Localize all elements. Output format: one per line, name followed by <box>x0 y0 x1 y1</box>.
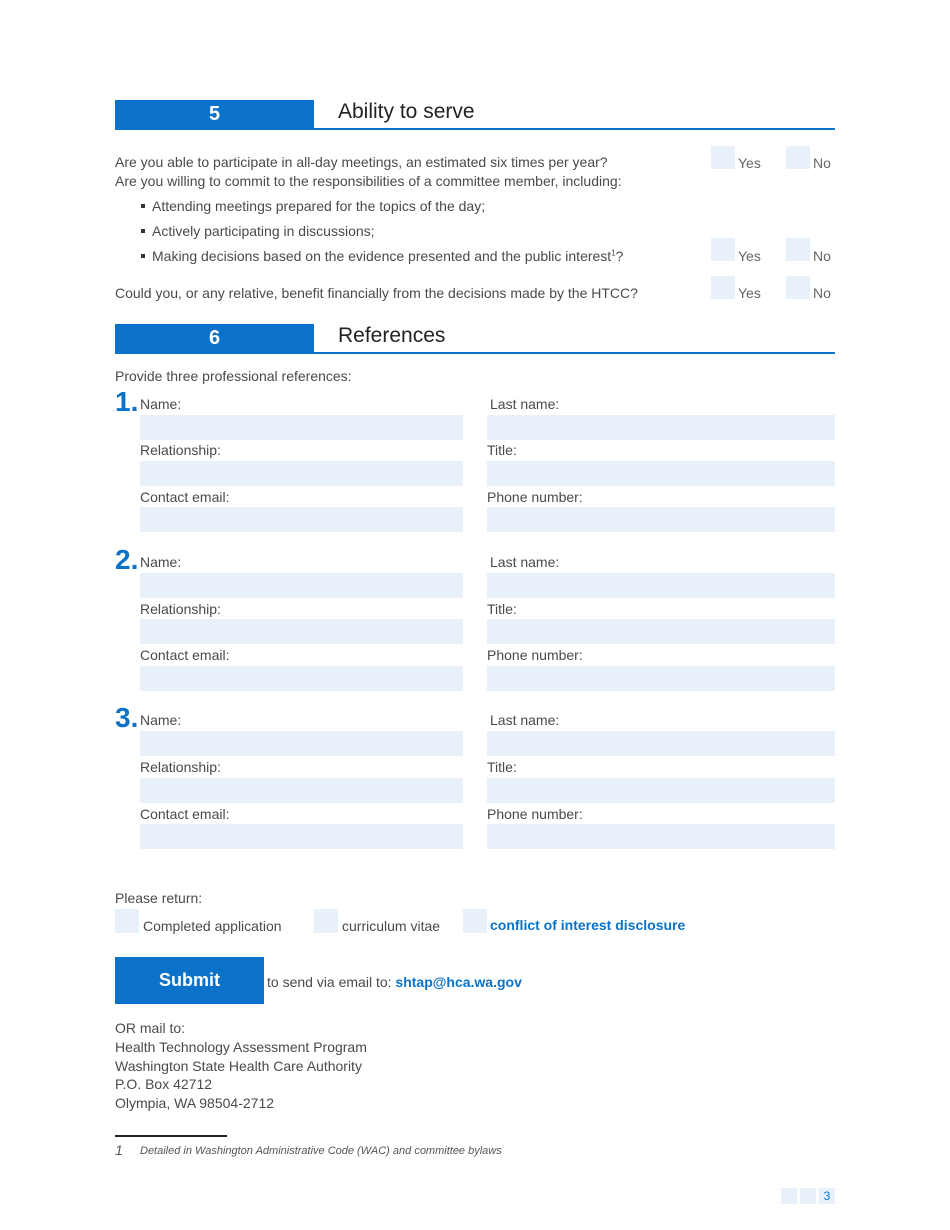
yes-label: Yes <box>738 285 761 301</box>
footnote-number: 1 <box>115 1142 123 1158</box>
ref3-phone-field[interactable] <box>487 824 835 849</box>
section-6-title: References <box>338 324 446 347</box>
curriculum-vitae-label: curriculum vitae <box>342 918 441 934</box>
reference-2-number: 2. <box>115 544 139 575</box>
q3-no-checkbox[interactable] <box>786 276 810 299</box>
question-financial-benefit: Could you, or any relative, benefit financially from the decisions made by the HTCC? <box>115 285 638 301</box>
section-5-title: Ability to serve <box>338 100 475 123</box>
mail-address-line: Olympia, WA 98504-2712 <box>115 1095 275 1111</box>
ref2-relationship-field[interactable] <box>140 619 463 644</box>
reference-1-number: 1. <box>115 386 139 417</box>
q3-yes-checkbox[interactable] <box>711 276 735 299</box>
page-number: 3 <box>819 1188 835 1204</box>
phone-label: Phone number: <box>487 489 583 505</box>
yes-label: Yes <box>738 248 761 264</box>
ref1-phone-field[interactable] <box>487 507 835 532</box>
completed-application-checkbox[interactable] <box>115 909 139 933</box>
q1-no-checkbox[interactable] <box>786 146 810 169</box>
submit-button[interactable]: Submit <box>115 957 264 1004</box>
name-label: Name: <box>140 396 182 412</box>
section-6-number: 6 <box>115 324 314 353</box>
bullet-item: Actively participating in discussions; <box>152 223 375 239</box>
mail-address-line: Health Technology Assessment Program <box>115 1039 367 1055</box>
page-decoration <box>781 1188 797 1204</box>
contact-email-label: Contact email: <box>140 647 230 663</box>
ref3-email-field[interactable] <box>140 824 463 849</box>
phone-label: Phone number: <box>487 806 583 822</box>
question-all-day-meetings: Are you able to participate in all-day meetings, an estimated six times per year? <box>115 154 608 170</box>
ref1-name-field[interactable] <box>140 415 463 440</box>
q2-yes-checkbox[interactable] <box>711 238 735 261</box>
question-commit-responsibilities: Are you willing to commit to the responsibilities of a committee member, including: <box>115 173 622 189</box>
title-label: Title: <box>487 759 517 775</box>
relationship-label: Relationship: <box>140 601 221 617</box>
bullet-item: Attending meetings prepared for the topics of the day; <box>152 198 486 214</box>
ref1-title-field[interactable] <box>487 461 835 486</box>
contact-email-label: Contact email: <box>140 489 230 505</box>
contact-email-label: Contact email: <box>140 806 230 822</box>
last-name-label: Last name: <box>490 554 560 570</box>
footnote-text: Detailed in Washington Administrative Code (WAC) and committee bylaws <box>140 1145 502 1157</box>
no-label: No <box>813 155 831 171</box>
relationship-label: Relationship: <box>140 759 221 775</box>
q2-no-checkbox[interactable] <box>786 238 810 261</box>
submit-email-line <box>267 974 522 990</box>
section-5-divider <box>115 128 835 130</box>
bullet-marker <box>141 204 145 208</box>
page-decoration <box>800 1188 816 1204</box>
conflict-of-interest-checkbox[interactable] <box>463 909 487 933</box>
title-label: Title: <box>487 442 517 458</box>
ref2-phone-field[interactable] <box>487 666 835 691</box>
please-return-label: Please return: <box>115 890 203 906</box>
bullet-item-text: Making decisions based on the evidence presented and the public interest <box>152 248 612 264</box>
mail-address-line: P.O. Box 42712 <box>115 1076 213 1092</box>
ref1-last-name-field[interactable] <box>487 415 835 440</box>
section-5-number: 5 <box>115 100 314 129</box>
bullet-item-end: ? <box>615 248 624 264</box>
name-label: Name: <box>140 712 182 728</box>
phone-label: Phone number: <box>487 647 583 663</box>
last-name-label: Last name: <box>490 712 560 728</box>
ref3-title-field[interactable] <box>487 778 835 803</box>
reference-3-number: 3. <box>115 702 139 733</box>
ref2-last-name-field[interactable] <box>487 573 835 598</box>
title-label: Title: <box>487 601 517 617</box>
name-label: Name: <box>140 554 182 570</box>
relationship-label: Relationship: <box>140 442 221 458</box>
footnote-ref: 1 <box>611 248 616 258</box>
bullet-marker <box>141 254 145 258</box>
bullet-marker <box>141 229 145 233</box>
no-label: No <box>813 248 831 264</box>
ref3-name-field[interactable] <box>140 731 463 756</box>
yes-label: Yes <box>738 155 761 171</box>
ref2-name-field[interactable] <box>140 573 463 598</box>
ref1-email-field[interactable] <box>140 507 463 532</box>
curriculum-vitae-checkbox[interactable] <box>314 909 338 933</box>
ref3-relationship-field[interactable] <box>140 778 463 803</box>
email-link[interactable]: shtap@hca.wa.gov <box>395 974 522 990</box>
ref3-last-name-field[interactable] <box>487 731 835 756</box>
conflict-of-interest-link[interactable]: conflict of interest disclosure <box>490 917 686 933</box>
ref2-email-field[interactable] <box>140 666 463 691</box>
mail-address-line: Washington State Health Care Authority <box>115 1058 362 1074</box>
footnote-divider <box>115 1135 227 1137</box>
bullet-item <box>152 248 623 264</box>
references-intro: Provide three professional references: <box>115 368 352 384</box>
ref1-relationship-field[interactable] <box>140 461 463 486</box>
last-name-label: Last name: <box>490 396 560 412</box>
q1-yes-checkbox[interactable] <box>711 146 735 169</box>
section-6-divider <box>115 352 835 354</box>
no-label: No <box>813 285 831 301</box>
ref2-title-field[interactable] <box>487 619 835 644</box>
mail-label: OR mail to: <box>115 1020 186 1036</box>
submit-text: to send via email to: <box>267 974 396 990</box>
completed-application-label: Completed application <box>143 918 282 934</box>
